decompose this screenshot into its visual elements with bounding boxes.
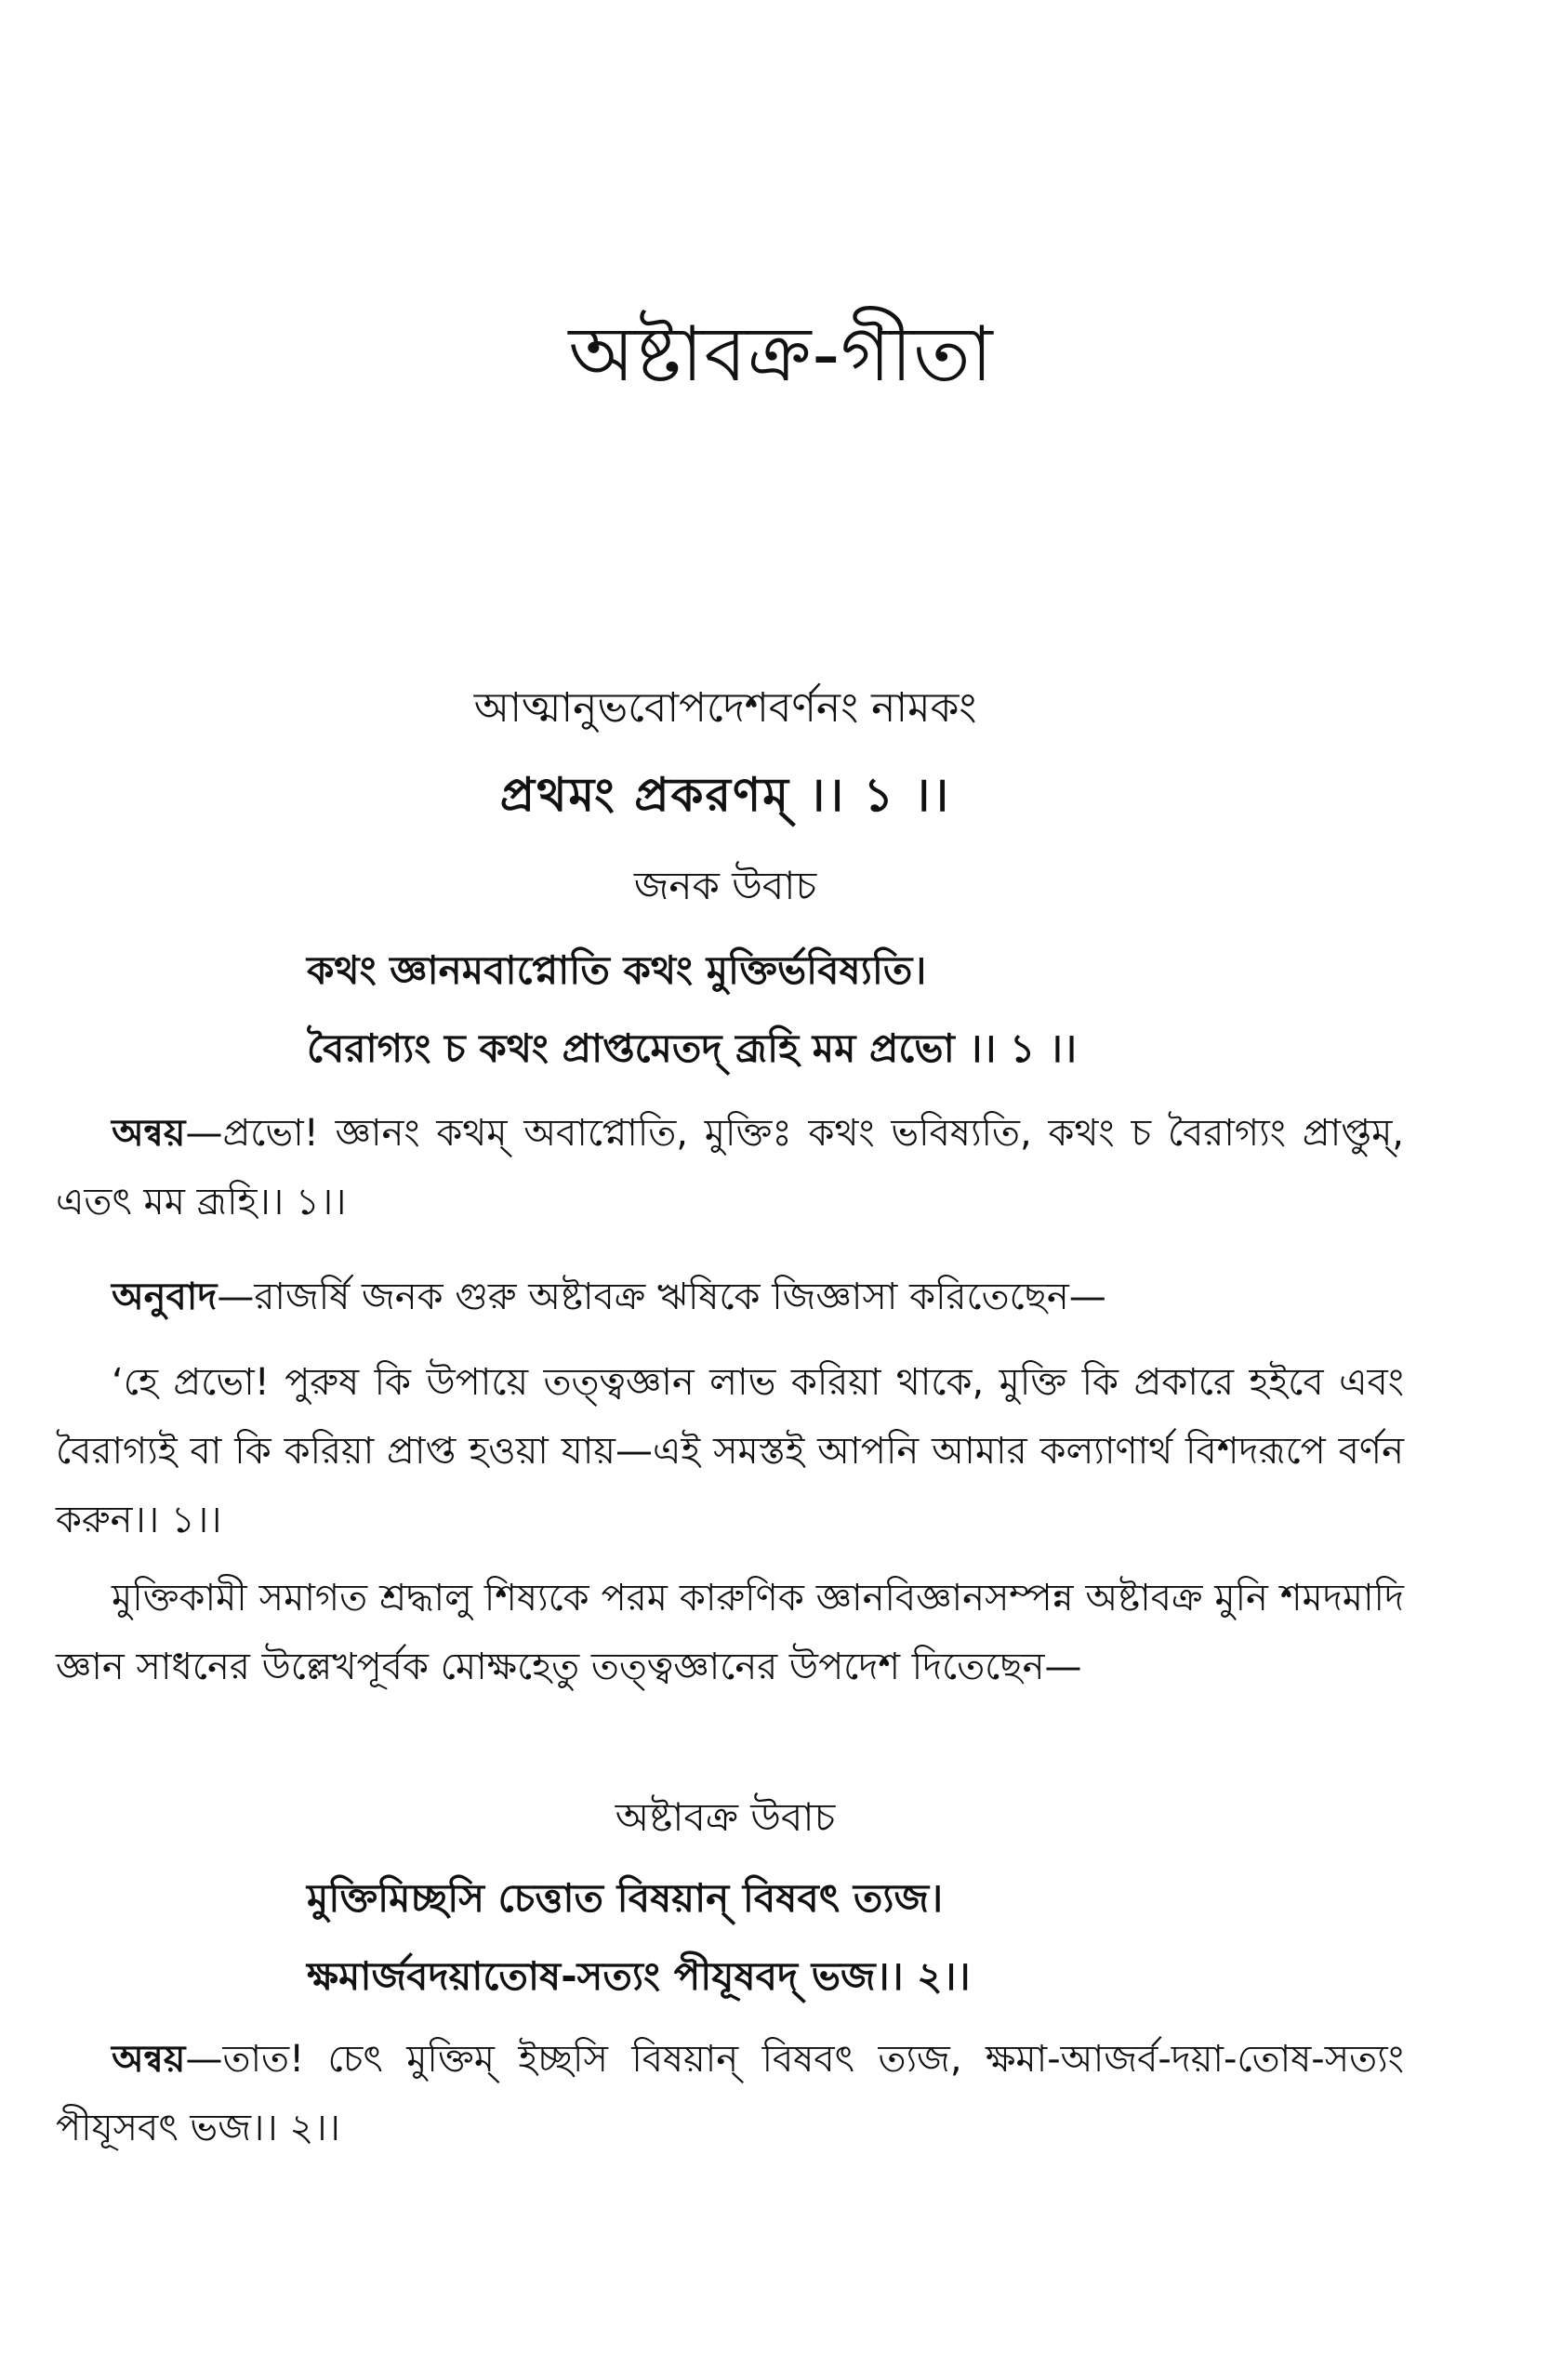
verse-2 — [307, 1859, 1404, 2016]
translation-1: ‘হে প্রভো! পুরুষ কি উপায়ে তত্ত্বজ্ঞান লাভ করিয়া থাকে, মুক্তি কি প্রকারে হইবে এবং বৈরাগ্যই বা কি করিয়া প্রাপ্ত হওয়া যায়—এই সমস্তই আপনি আমার কল্যাণার্থ বিশদরূপে বর্ণন করুন।। ১।। — [56, 1361, 1404, 1541]
anvaya-1-text: —প্রভো! জ্ঞানং কথম্ অবাপ্নোতি, মুক্তিঃ কথং ভবিষ্যতি, কথং চ বৈরাগ্যং প্রাপ্তুম্, এতৎ মম ব্রূহি।। ১।। — [56, 1112, 1404, 1223]
chapter-subtitle: আত্মানুভবোপদেশবর্ণনং নামকং — [473, 684, 977, 732]
anvaya-1 — [56, 1099, 1404, 1236]
anvaya-2-label: অন্বয় — [112, 2038, 186, 2081]
anvaya-2 — [56, 2025, 1404, 2162]
verse-1-line-1: কথং জ্ঞানমবাপ্নোতি কথং মুক্তির্ভবিষ্যতি। — [307, 947, 927, 993]
verse-2-line-1: মুক্তিমিচ্ছসি চেত্তাত বিষয়ান্ বিষবৎ ত্যজ। — [307, 1875, 944, 1921]
anubad-1 — [56, 1263, 1404, 1331]
speaker-janaka: জনক উবাচ — [633, 863, 817, 908]
anubad-1-label: অনুবাদ — [112, 1276, 218, 1318]
anvaya-2-text: —তাত! চেৎ মুক্তিম্ ইচ্ছসি বিষয়ান্ বিষবৎ ত্যজ, ক্ষমা-আজর্ব-দয়া-তোষ-সত্যং পীযূসবৎ ভজ।। ২।। — [56, 2038, 1404, 2149]
commentary-1: মুক্তিকামী সমাগত শ্রদ্ধালু শিষ্যকে পরম কারুণিক জ্ঞানবিজ্ঞানসম্পন্ন অষ্টাবক্র মুনি শমদমাদি জ্ঞান সাধনের উল্লেখপূর্বক মোক্ষহেতু তত্ত্বজ্ঞানের উপদেশ দিতেছেন— — [56, 1577, 1404, 1688]
verse-1-line-2: বৈরাগ্যং চ কথং প্রাপ্তমেতদ্ ব্রূহি মম প্রভো ।। ১ ।। — [307, 1025, 1077, 1071]
verse-1 — [307, 932, 1404, 1088]
anubad-1-text: —রাজর্ষি জনক গুরু অষ্টাবক্র ঋষিকে জিজ্ঞাসা করিতেছেন— — [217, 1276, 1106, 1318]
chapter-title: প্রথমং প্রকরণম্ ।। ১ ।। — [499, 768, 951, 822]
verse-2-line-2: ক্ষমার্জবদয়াতোষ-সত্যং পীযূষবদ্ ভজ।। ২।। — [307, 1953, 971, 1999]
anvaya-1-label: অন্বয় — [112, 1112, 186, 1155]
speaker-ashtavakra: অষ্টাবক্র উবাচ — [615, 1794, 836, 1840]
book-title: অষ্টাবক্র-গীতা — [568, 311, 994, 399]
